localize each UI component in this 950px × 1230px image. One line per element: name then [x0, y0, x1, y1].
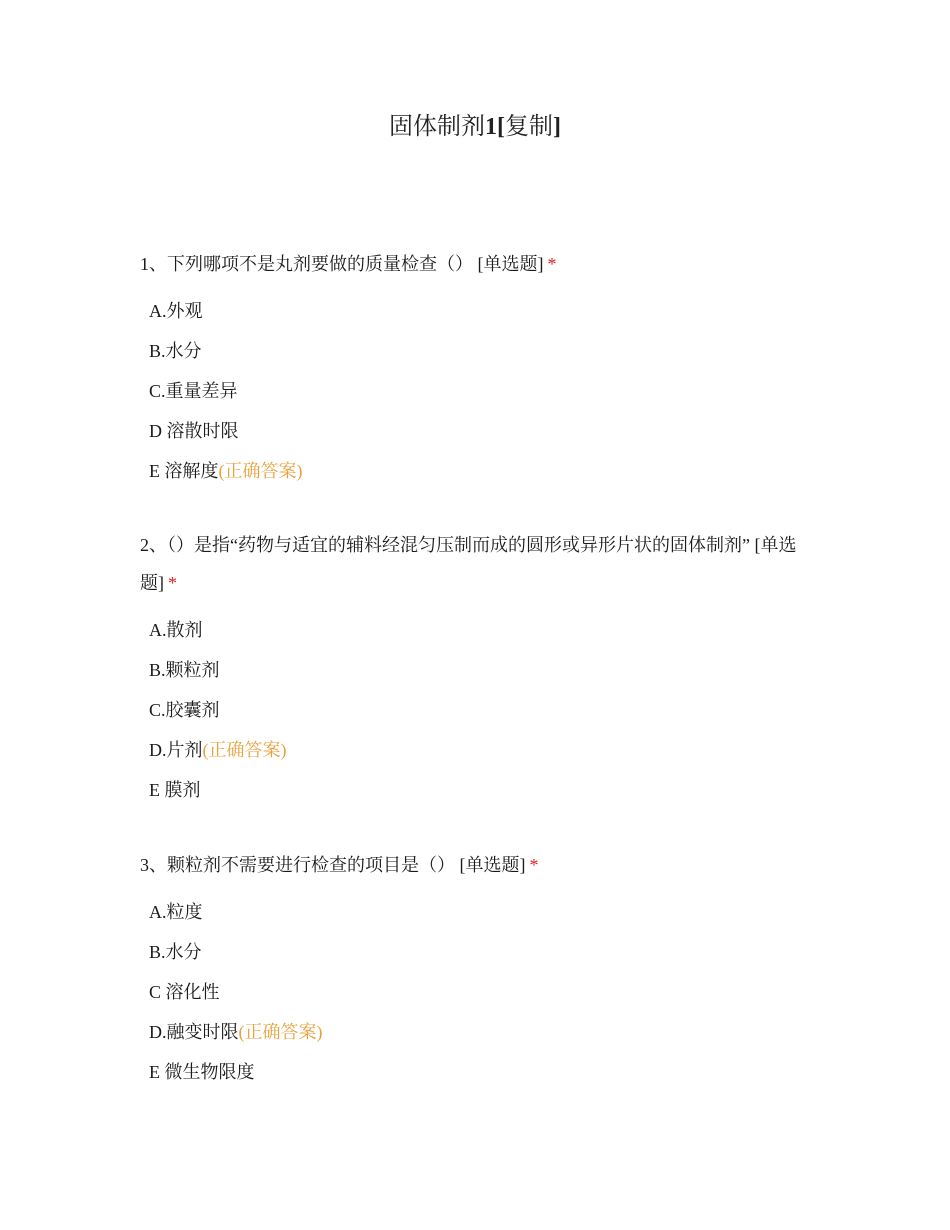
page-title	[0, 110, 950, 144]
option-b[interactable]	[140, 650, 820, 690]
option-label: A.外观	[149, 301, 203, 321]
option-c[interactable]	[140, 972, 820, 1012]
option-d[interactable]	[140, 730, 820, 770]
option-label: B.水分	[149, 942, 202, 962]
option-label: E 膜剂	[149, 780, 201, 800]
option-list	[140, 610, 820, 810]
option-a[interactable]	[140, 610, 820, 650]
option-label: A.粒度	[149, 902, 203, 922]
option-label: E 溶解度	[149, 461, 219, 481]
title-bracket-close: ]	[553, 114, 561, 140]
option-e[interactable]	[140, 1052, 820, 1092]
option-d[interactable]	[140, 1012, 820, 1052]
option-a[interactable]	[140, 291, 820, 331]
option-label: C 溶化性	[149, 982, 220, 1002]
required-marker: *	[547, 254, 557, 274]
option-e[interactable]	[140, 770, 820, 810]
option-c[interactable]	[140, 690, 820, 730]
question-type: [单选题]	[459, 855, 526, 875]
question-2	[140, 526, 820, 810]
option-label: C.重量差异	[149, 381, 238, 401]
question-text: 2、（）是指“药物与适宜的辅料经混匀压制而成的圆形或异形片状的固体制剂”	[140, 535, 750, 555]
question-stem	[140, 526, 820, 602]
option-label: A.散剂	[149, 620, 203, 640]
option-label: D 溶散时限	[149, 421, 239, 441]
question-1	[140, 245, 820, 491]
option-label: D.融变时限	[149, 1022, 239, 1042]
title-number: 1[	[485, 114, 505, 140]
option-label: B.颗粒剂	[149, 660, 220, 680]
question-type: [单选题]	[477, 254, 544, 274]
question-text: 3、颗粒剂不需要进行检查的项目是（）	[140, 855, 455, 875]
option-label: D.片剂	[149, 740, 203, 760]
correct-answer-mark: (正确答案)	[202, 740, 287, 760]
option-c[interactable]	[140, 371, 820, 411]
option-e[interactable]	[140, 451, 820, 491]
question-3	[140, 846, 820, 1092]
option-label: C.胶囊剂	[149, 700, 220, 720]
option-a[interactable]	[140, 892, 820, 932]
option-b[interactable]	[140, 331, 820, 371]
option-b[interactable]	[140, 932, 820, 972]
title-copy-tag: 复制	[505, 114, 553, 140]
question-text: 1、下列哪项不是丸剂要做的质量检查（）	[140, 254, 473, 274]
option-list	[140, 291, 820, 491]
required-marker: *	[529, 855, 539, 875]
required-marker: *	[168, 573, 177, 593]
question-stem	[140, 245, 820, 283]
title-main: 固体制剂	[389, 114, 485, 140]
question-stem	[140, 846, 820, 884]
correct-answer-mark: (正确答案)	[218, 461, 303, 481]
option-label: B.水分	[149, 341, 202, 361]
option-label: E 微生物限度	[149, 1062, 255, 1082]
option-list	[140, 892, 820, 1092]
option-d[interactable]	[140, 411, 820, 451]
correct-answer-mark: (正确答案)	[238, 1022, 323, 1042]
question-type: [单选题]	[140, 535, 797, 593]
